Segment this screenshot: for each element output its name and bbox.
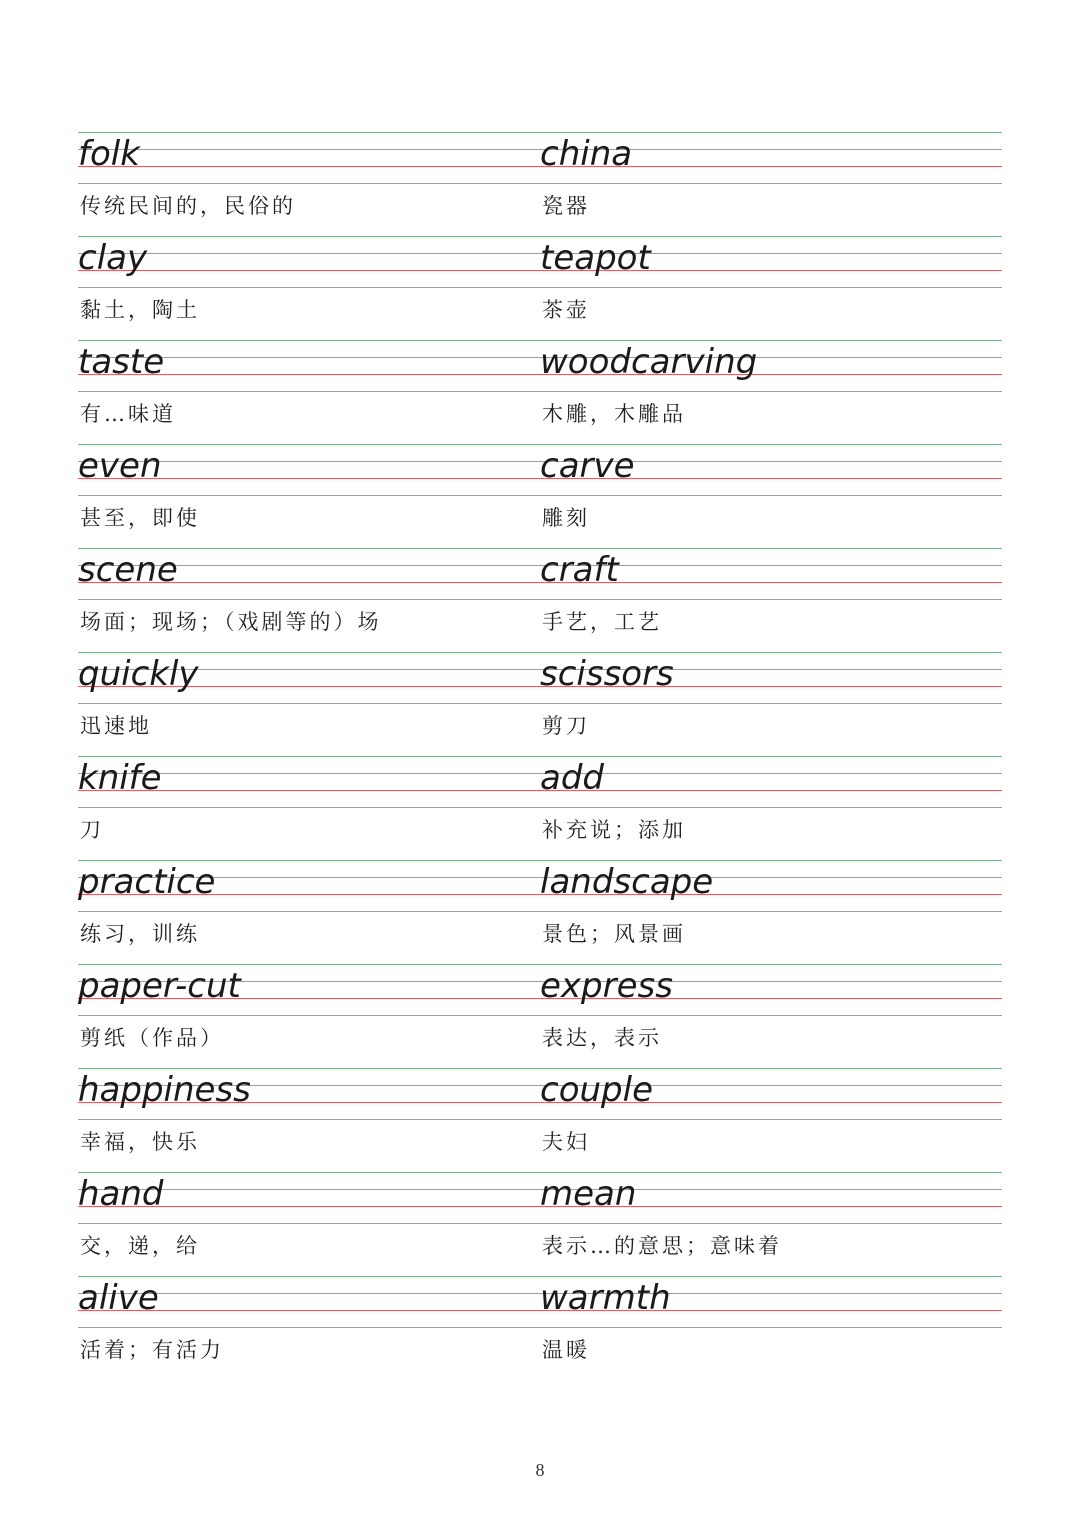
vocab-entry: [78, 1172, 540, 1276]
vocab-row: [78, 340, 1002, 444]
vocab-word: craft: [540, 550, 619, 590]
vocab-meaning: 迅速地: [80, 714, 152, 738]
vocab-row: [78, 548, 1002, 652]
vocab-word: mean: [540, 1174, 637, 1214]
vocab-entry: [540, 1172, 1002, 1276]
vocab-meaning: 活着；有活力: [80, 1338, 224, 1362]
vocab-word: taste: [78, 342, 165, 382]
page-number: 8: [535, 1460, 545, 1480]
vocab-entry: [540, 860, 1002, 964]
vocab-word: folk: [78, 134, 140, 174]
vocab-meaning: 有…味道: [80, 402, 176, 426]
vocab-meaning: 景色；风景画: [542, 922, 686, 946]
vocab-row: [78, 132, 1002, 236]
vocab-entry: [78, 132, 540, 236]
vocab-word: quickly: [78, 654, 199, 694]
vocab-entry: [540, 340, 1002, 444]
vocab-entry: [540, 964, 1002, 1068]
vocab-meaning: 甚至，即使: [80, 506, 200, 530]
vocab-word: add: [540, 758, 604, 798]
vocab-word: practice: [78, 862, 216, 902]
vocab-meaning: 瓷器: [542, 194, 590, 218]
vocab-word: even: [78, 446, 162, 486]
vocab-row: [78, 756, 1002, 860]
vocab-meaning: 补充说；添加: [542, 818, 686, 842]
vocab-entry: [540, 548, 1002, 652]
vocab-meaning: 交，递，给: [80, 1234, 200, 1258]
vocab-word: china: [540, 134, 633, 174]
vocab-word: scene: [78, 550, 178, 590]
vocab-meaning: 表示…的意思；意味着: [542, 1234, 782, 1258]
vocab-entry: [78, 756, 540, 860]
vocab-meaning: 雕刻: [542, 506, 590, 530]
vocab-word: hand: [78, 1174, 164, 1214]
vocab-meaning: 场面；现场；（戏剧等的）场: [80, 610, 382, 634]
vocab-row: [78, 444, 1002, 548]
vocab-entry: [78, 236, 540, 340]
vocab-row: [78, 1068, 1002, 1172]
vocab-entry: [540, 1276, 1002, 1380]
vocab-entry: [78, 444, 540, 548]
vocab-word: express: [540, 966, 673, 1006]
vocab-entry: [78, 652, 540, 756]
vocab-meaning: 温暖: [542, 1338, 590, 1362]
vocab-word: couple: [540, 1070, 653, 1110]
vocab-row: [78, 1276, 1002, 1380]
vocab-meaning: 黏土，陶土: [80, 298, 200, 322]
vocab-row: [78, 860, 1002, 964]
vocab-entry: [540, 236, 1002, 340]
vocab-word: teapot: [540, 238, 651, 278]
vocab-meaning: 茶壶: [542, 298, 590, 322]
vocab-word: happiness: [78, 1070, 251, 1110]
vocab-entry: [78, 1068, 540, 1172]
vocab-word: landscape: [540, 862, 714, 902]
vocab-word: warmth: [540, 1278, 671, 1318]
vocab-word: paper-cut: [78, 966, 241, 1006]
vocab-word: alive: [78, 1278, 159, 1318]
vocab-word: carve: [540, 446, 635, 486]
vocab-entry: [78, 340, 540, 444]
vocab-word: clay: [78, 238, 148, 278]
vocabulary-sheet: [78, 132, 1002, 1380]
vocab-entry: [78, 1276, 540, 1380]
vocab-row: [78, 1172, 1002, 1276]
vocab-row: [78, 652, 1002, 756]
vocab-row: [78, 236, 1002, 340]
vocab-meaning: 剪纸（作品）: [80, 1026, 224, 1050]
vocab-meaning: 剪刀: [542, 714, 590, 738]
vocab-word: scissors: [540, 654, 674, 694]
vocab-meaning: 刀: [80, 818, 104, 842]
vocab-meaning: 幸福，快乐: [80, 1130, 200, 1154]
vocab-entry: [78, 548, 540, 652]
vocab-entry: [540, 444, 1002, 548]
vocab-meaning: 木雕，木雕品: [542, 402, 686, 426]
vocab-entry: [540, 652, 1002, 756]
vocab-meaning: 表达，表示: [542, 1026, 662, 1050]
vocab-entry: [78, 860, 540, 964]
vocab-meaning: 手艺，工艺: [542, 610, 662, 634]
vocab-row: [78, 964, 1002, 1068]
vocab-word: woodcarving: [540, 342, 758, 382]
vocab-meaning: 传统民间的，民俗的: [80, 194, 296, 218]
vocab-entry: [540, 756, 1002, 860]
vocab-entry: [540, 132, 1002, 236]
vocab-entry: [78, 964, 540, 1068]
vocab-entry: [540, 1068, 1002, 1172]
vocab-word: knife: [78, 758, 162, 798]
vocab-meaning: 夫妇: [542, 1130, 590, 1154]
vocab-meaning: 练习，训练: [80, 922, 200, 946]
